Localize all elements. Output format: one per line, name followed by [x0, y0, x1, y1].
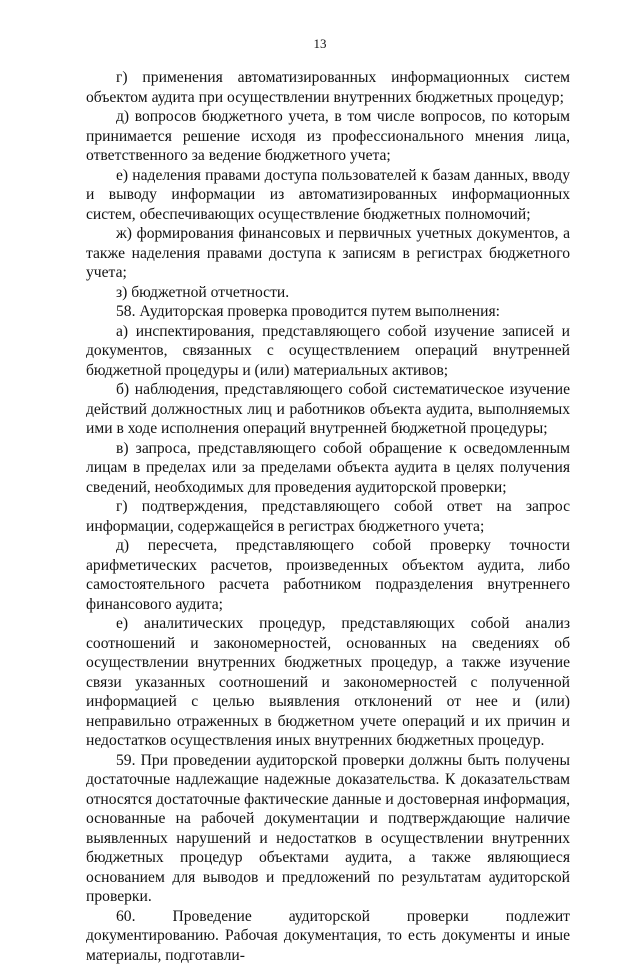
- paragraph-item-d-recalculation: д) пересчета, представляющего собой проверку точности арифметических расчетов, произведенных объектом аудита, либо самостоятельного расчета работником подразделения внутреннего финансового аудита;: [86, 536, 570, 614]
- paragraph-item-zh-documents: ж) формирования финансовых и первичных учетных документов, а также наделения правами доступа к записям в регистрах бюджетного учета;: [86, 224, 570, 283]
- paragraph-60: 60. Проведение аудиторской проверки подлежит документированию. Рабочая документация, то есть документы и иные материалы, подготавли-: [86, 907, 570, 965]
- paragraph-59: 59. При проведении аудиторской проверки должны быть получены достаточные надлежащие надежные доказательства. К доказательствам относятся достаточные фактические данные и достоверная информация, основанные на рабочей документации и подтверждающие наличие выявленных нарушений и недостатков в осуществлении внутренних бюджетных процедур объектами аудита, а также являющиеся основанием для выводов и предложений по результатам аудиторской проверки.: [86, 751, 570, 907]
- paragraph-item-z-reporting: з) бюджетной отчетности.: [86, 283, 570, 303]
- paragraph-item-g-confirmation: г) подтверждения, представляющего собой ответ на запрос информации, содержащейся в регистрах бюджетного учета;: [86, 497, 570, 536]
- paragraph-item-v-inquiry: в) запроса, представляющего собой обращение к осведомленным лицам в пределах или за пределами объекта аудита в целях получения сведений, необходимых для проведения аудиторской проверки;: [86, 439, 570, 498]
- paragraph-item-e-access-rights: е) наделения правами доступа пользователей к базам данных, вводу и выводу информации из автоматизированных информационных систем, обеспечивающих осуществление бюджетных полномочий;: [86, 166, 570, 225]
- paragraph-item-e-analytical: е) аналитических процедур, представляющих собой анализ соотношений и закономерностей, основанных на сведениях об осуществлении внутренних бюджетных процедур, а также изучение связи указанных соотношений и закономерностей с полученной информацией с целью выявления отклонений от нее и (или) неправильно отраженных в бюджетном учете операций и их причин и недостатков осуществления иных внутренних бюджетных процедур.: [86, 614, 570, 751]
- page-number: 13: [0, 36, 640, 52]
- paragraph-item-g-automated-systems: г) применения автоматизированных информационных систем объектом аудита при осуществлении внутренних бюджетных процедур;: [86, 68, 570, 107]
- document-body: [86, 68, 570, 965]
- paragraph-item-b-observation: б) наблюдения, представляющего собой систематическое изучение действий должностных лиц и работников объекта аудита, выполняемых ими в ходе исполнения операций внутренней бюджетной процедуры;: [86, 380, 570, 439]
- paragraph-item-a-inspection: а) инспектирования, представляющего собой изучение записей и документов, связанных с осуществлением операций внутренней бюджетной процедуры и (или) материальных активов;: [86, 322, 570, 381]
- paragraph-item-d-budget-accounting: д) вопросов бюджетного учета, в том числе вопросов, по которым принимается решение исходя из профессионального мнения лица, ответственного за ведение бюджетного учета;: [86, 107, 570, 166]
- paragraph-58-heading: 58. Аудиторская проверка проводится путем выполнения:: [86, 302, 570, 322]
